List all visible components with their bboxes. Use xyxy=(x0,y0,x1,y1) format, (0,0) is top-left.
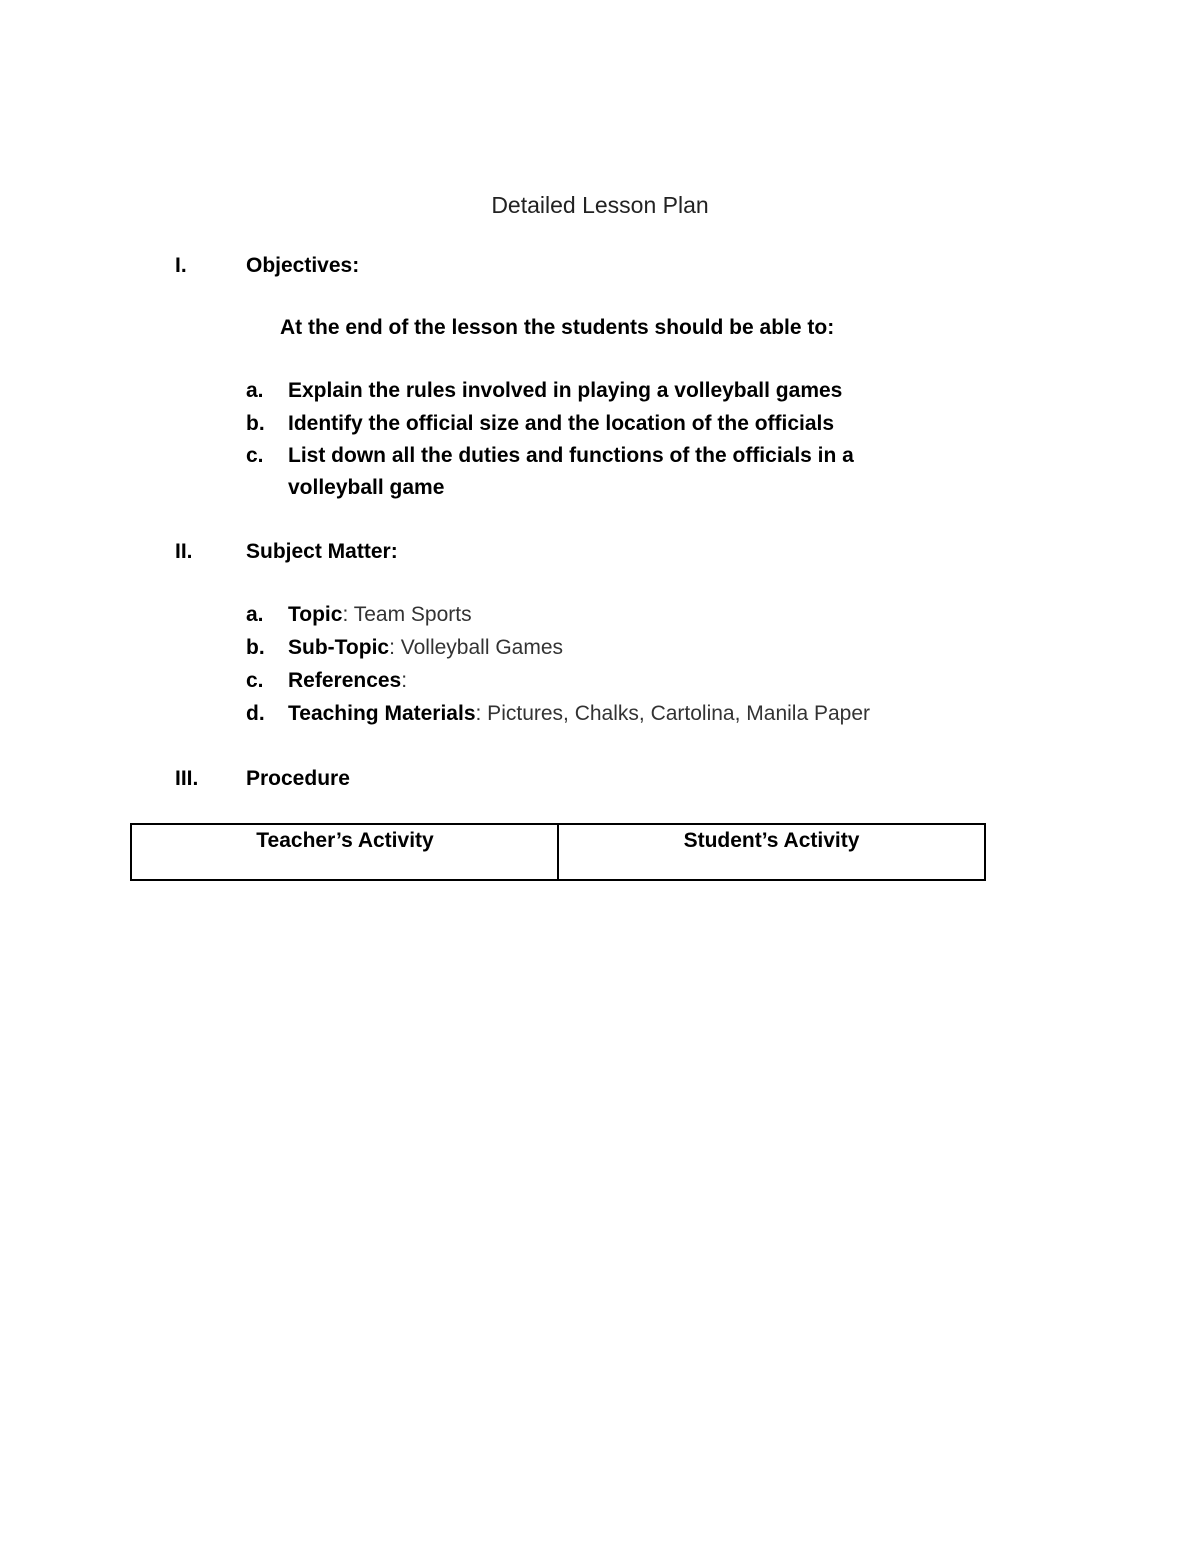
objectives-list xyxy=(246,374,966,504)
item-label: Teaching Materials xyxy=(288,702,476,725)
section-heading-objectives: Objectives: xyxy=(246,254,360,277)
item-label: Sub-Topic xyxy=(288,636,390,659)
item-value: : Volleyball Games xyxy=(389,636,564,659)
item-value: : xyxy=(401,669,408,692)
list-marker: a. xyxy=(246,603,264,626)
list-marker: d. xyxy=(246,702,265,725)
item-value: : Team Sports xyxy=(342,603,472,626)
section-heading-procedure: Procedure xyxy=(246,767,350,790)
list-marker: b. xyxy=(246,636,265,659)
subject-matter-list xyxy=(246,598,966,730)
list-item xyxy=(246,407,966,440)
list-marker: b. xyxy=(246,412,265,435)
column-header-teacher-activity: Teacher’s Activity xyxy=(131,824,558,880)
section-heading-subject-matter: Subject Matter: xyxy=(246,540,398,563)
objective-text: Identify the official size and the location of the officials xyxy=(288,412,835,435)
page-title: Detailed Lesson Plan xyxy=(491,192,709,218)
item-label: Topic xyxy=(288,603,343,626)
list-item xyxy=(246,631,966,664)
list-marker: a. xyxy=(246,379,264,402)
list-item xyxy=(246,440,928,504)
column-header-student-activity: Student’s Activity xyxy=(558,824,985,880)
objective-text: List down all the duties and functions of the officials in a volleyball game xyxy=(288,444,854,499)
list-marker: c. xyxy=(246,669,264,692)
section-numeral-subject-matter: II. xyxy=(175,540,193,563)
list-item xyxy=(246,598,966,631)
list-item xyxy=(246,697,966,730)
table-header-row xyxy=(131,824,985,880)
objectives-intro: At the end of the lesson the students should be able to: xyxy=(280,316,835,339)
item-label: References xyxy=(288,669,402,692)
section-numeral-procedure: III. xyxy=(175,767,199,790)
list-item xyxy=(246,664,966,697)
objective-text: Explain the rules involved in playing a volleyball games xyxy=(288,379,843,402)
procedure-table xyxy=(130,823,986,881)
list-item xyxy=(246,374,966,407)
section-numeral-objectives: I. xyxy=(175,254,187,277)
list-marker: c. xyxy=(246,444,264,467)
item-value: : Pictures, Chalks, Cartolina, Manila Paper xyxy=(475,702,871,725)
